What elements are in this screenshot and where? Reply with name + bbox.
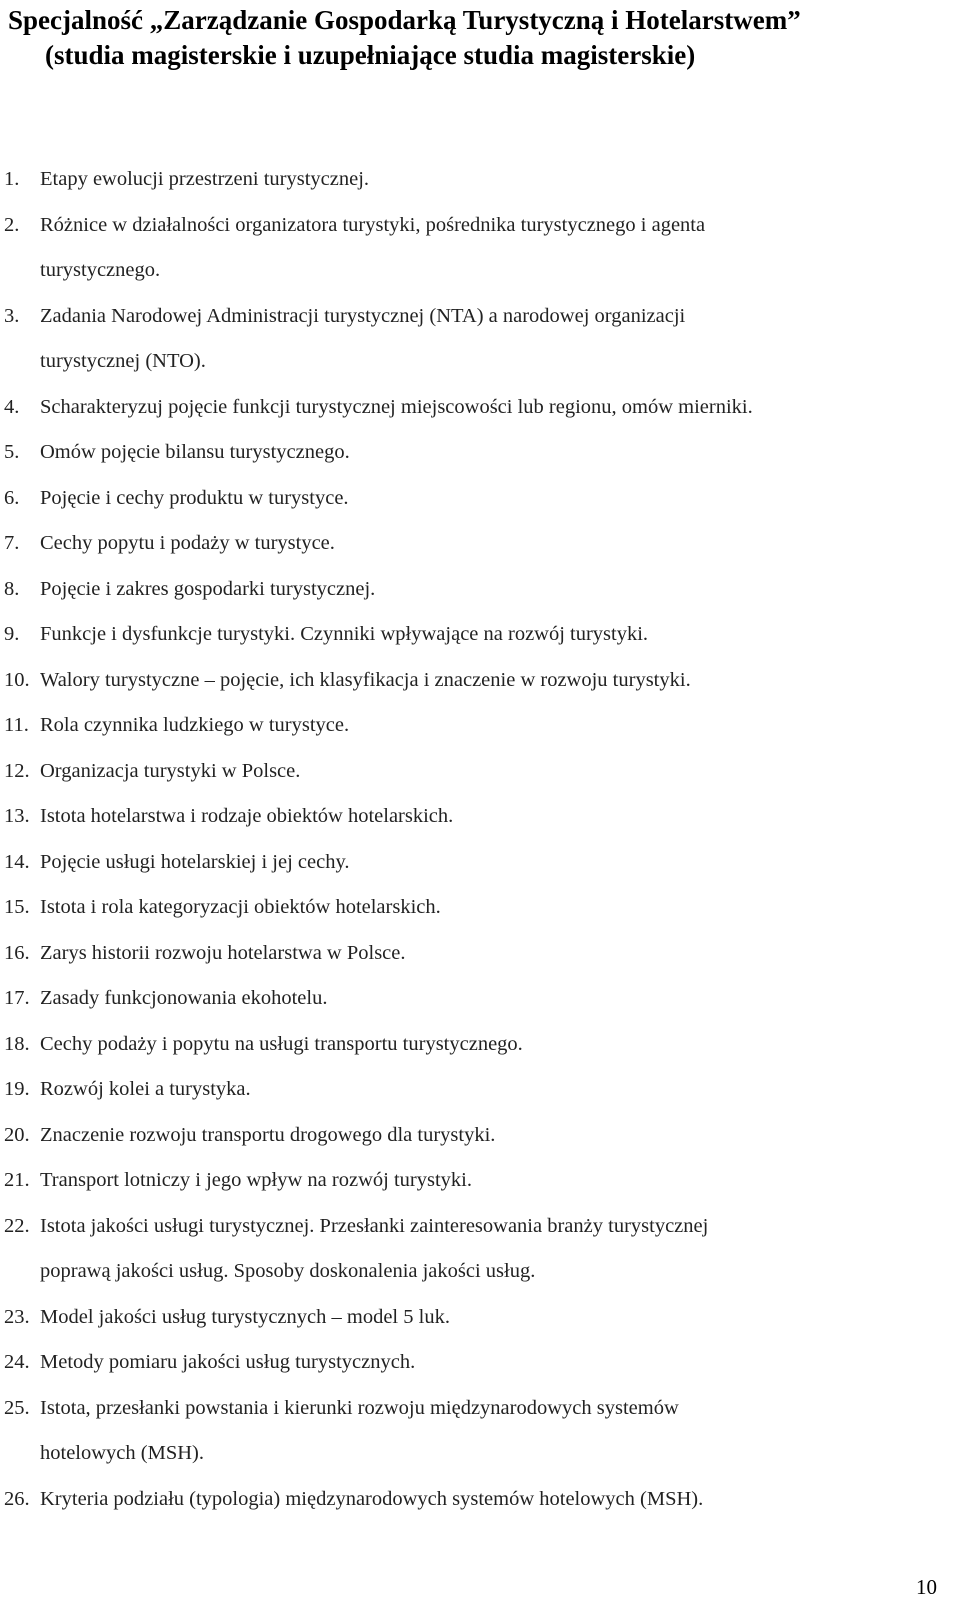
list-item bbox=[0, 1306, 960, 1328]
list-item bbox=[0, 532, 960, 554]
item-text-line: Zadania Narodowej Administracji turystycznej (NTA) a narodowej organizacji bbox=[40, 304, 686, 327]
item-number: 21. bbox=[4, 1169, 30, 1191]
list-item bbox=[0, 942, 960, 964]
item-text: Istota hotelarstwa i rodzaje obiektów hotelarskich. bbox=[40, 805, 454, 827]
list-item bbox=[0, 578, 960, 600]
list-item bbox=[0, 714, 960, 736]
list-item bbox=[0, 669, 960, 691]
item-number: 8. bbox=[4, 577, 20, 600]
list-item bbox=[0, 487, 960, 509]
item-text-continuation: poprawą jakości usług. Sposoby doskonalenia jakości usług. bbox=[40, 1260, 536, 1282]
item-text: Model jakości usług turystycznych – model 5 luk. bbox=[40, 1305, 450, 1328]
list-item bbox=[0, 896, 960, 918]
item-text-continuation: turystycznego. bbox=[40, 259, 161, 281]
item-text: Rozwój kolei a turystyka. bbox=[40, 1078, 251, 1100]
item-text: Pojęcie usługi hotelarskiej i jej cechy. bbox=[40, 850, 350, 873]
list-item bbox=[0, 1033, 960, 1055]
item-text-continuation: hotelowych (MSH). bbox=[40, 1442, 204, 1464]
page-number: 10 bbox=[916, 1575, 937, 1599]
item-number: 2. bbox=[4, 213, 20, 236]
item-number: 10. bbox=[4, 668, 30, 691]
item-number: 22. bbox=[4, 1214, 30, 1237]
heading-line-2: (studia magisterskie i uzupełniające studia magisterskie) bbox=[45, 40, 696, 70]
item-text: Metody pomiaru jakości usług turystycznych. bbox=[40, 1351, 416, 1373]
item-text: Omów pojęcie bilansu turystycznego. bbox=[40, 441, 350, 463]
item-text-line: Istota jakości usługi turystycznej. Przesłanki zainteresowania branży turystycznej bbox=[40, 1214, 709, 1237]
item-text: Zasady funkcjonowania ekohotelu. bbox=[40, 987, 328, 1009]
item-number: 23. bbox=[4, 1305, 30, 1328]
item-number: 16. bbox=[4, 941, 30, 964]
item-number: 1. bbox=[4, 168, 20, 190]
page-heading bbox=[8, 3, 948, 73]
item-number: 19. bbox=[4, 1078, 30, 1100]
item-text-line: Różnice w działalności organizatora turystyki, pośrednika turystycznego i agenta bbox=[40, 213, 706, 236]
heading-line-1: Specjalność „Zarządzanie Gospodarką Turystyczną i Hotelarstwem” bbox=[8, 5, 801, 35]
list-item bbox=[0, 805, 960, 827]
list-item bbox=[0, 168, 960, 190]
item-text bbox=[40, 1215, 943, 1283]
list-item bbox=[0, 987, 960, 1009]
item-number: 26. bbox=[4, 1487, 30, 1510]
item-text bbox=[40, 1397, 943, 1465]
item-number: 20. bbox=[4, 1123, 30, 1146]
item-number: 6. bbox=[4, 486, 20, 509]
list-item bbox=[0, 214, 960, 282]
list-item bbox=[0, 1169, 960, 1191]
item-text: Walory turystyczne – pojęcie, ich klasyfikacja i znaczenie w rozwoju turystyki. bbox=[40, 668, 691, 691]
list-item bbox=[0, 305, 960, 373]
item-number: 15. bbox=[4, 896, 30, 918]
list-item bbox=[0, 1124, 960, 1146]
list-item bbox=[0, 1351, 960, 1373]
item-number: 12. bbox=[4, 759, 30, 782]
item-text: Funkcje i dysfunkcje turystyki. Czynniki wpływające na rozwój turystyki. bbox=[40, 623, 649, 645]
item-text-line: Istota, przesłanki powstania i kierunki rozwoju międzynarodowych systemów bbox=[40, 1396, 679, 1419]
list-item bbox=[0, 396, 960, 418]
item-text bbox=[40, 214, 943, 282]
item-text: Cechy podaży i popytu na usługi transportu turystycznego. bbox=[40, 1032, 523, 1055]
item-text: Cechy popytu i podaży w turystyce. bbox=[40, 532, 335, 554]
item-text: Istota i rola kategoryzacji obiektów hotelarskich. bbox=[40, 896, 441, 918]
item-text-continuation: turystycznej (NTO). bbox=[40, 350, 206, 372]
list-item bbox=[0, 623, 960, 645]
list-item bbox=[0, 441, 960, 463]
item-text bbox=[40, 305, 943, 373]
item-text: Kryteria podziału (typologia) międzynarodowych systemów hotelowych (MSH). bbox=[40, 1487, 704, 1510]
item-number: 4. bbox=[4, 395, 20, 418]
item-number: 24. bbox=[4, 1351, 30, 1373]
item-number: 11. bbox=[4, 714, 29, 736]
list-item bbox=[0, 1488, 960, 1510]
list-item bbox=[0, 1215, 960, 1283]
item-number: 17. bbox=[4, 987, 30, 1009]
item-text: Scharakteryzuj pojęcie funkcji turystycznej miejscowości lub regionu, omów mierniki. bbox=[40, 395, 753, 418]
item-text: Pojęcie i cechy produktu w turystyce. bbox=[40, 486, 349, 509]
question-list bbox=[0, 168, 960, 1533]
item-text: Rola czynnika ludzkiego w turystyce. bbox=[40, 714, 350, 736]
item-text: Znaczenie rozwoju transportu drogowego dla turystyki. bbox=[40, 1123, 496, 1146]
item-text: Transport lotniczy i jego wpływ na rozwój turystyki. bbox=[40, 1169, 472, 1191]
item-number: 13. bbox=[4, 805, 30, 827]
item-number: 18. bbox=[4, 1032, 30, 1055]
list-item bbox=[0, 1078, 960, 1100]
list-item bbox=[0, 760, 960, 782]
item-number: 9. bbox=[4, 623, 20, 645]
list-item bbox=[0, 851, 960, 873]
item-number: 7. bbox=[4, 532, 20, 554]
item-text: Pojęcie i zakres gospodarki turystycznej. bbox=[40, 577, 376, 600]
item-number: 14. bbox=[4, 850, 30, 873]
item-number: 25. bbox=[4, 1396, 30, 1419]
item-text: Etapy ewolucji przestrzeni turystycznej. bbox=[40, 168, 370, 190]
list-item bbox=[0, 1397, 960, 1465]
item-number: 5. bbox=[4, 441, 20, 463]
item-number: 3. bbox=[4, 304, 20, 327]
item-text: Organizacja turystyki w Polsce. bbox=[40, 759, 301, 782]
item-text: Zarys historii rozwoju hotelarstwa w Polsce. bbox=[40, 941, 406, 964]
